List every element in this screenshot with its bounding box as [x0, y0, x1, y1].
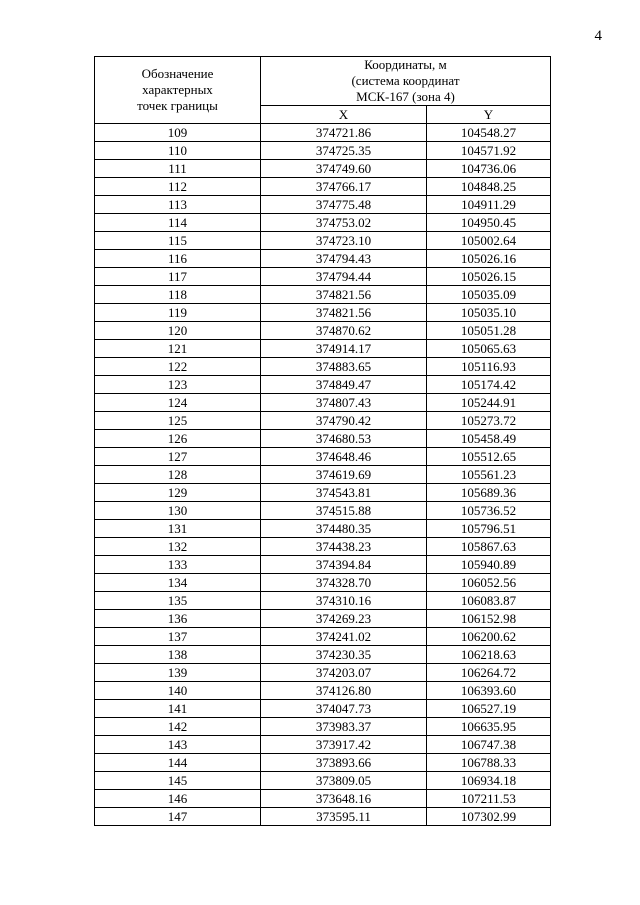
point-id-cell: 141 [95, 700, 261, 718]
table-row [95, 286, 551, 304]
point-id-cell: 125 [95, 412, 261, 430]
table-row [95, 628, 551, 646]
table-header-row [95, 57, 551, 106]
table-row [95, 322, 551, 340]
table-row [95, 124, 551, 142]
coordinates-table [94, 56, 551, 826]
point-id-cell: 112 [95, 178, 261, 196]
y-coordinate-cell: 106264.72 [427, 664, 551, 682]
table-row [95, 196, 551, 214]
header-coordinates [261, 57, 551, 106]
y-coordinate-cell: 106788.33 [427, 754, 551, 772]
table-row [95, 520, 551, 538]
x-coordinate-cell: 374725.35 [261, 142, 427, 160]
table-row [95, 682, 551, 700]
x-coordinate-cell: 374515.88 [261, 502, 427, 520]
x-coordinate-cell: 373595.11 [261, 808, 427, 826]
table-row [95, 718, 551, 736]
point-id-cell: 122 [95, 358, 261, 376]
y-coordinate-cell: 104548.27 [427, 124, 551, 142]
y-coordinate-cell: 106527.19 [427, 700, 551, 718]
point-id-cell: 120 [95, 322, 261, 340]
table-row [95, 142, 551, 160]
x-coordinate-cell: 374807.43 [261, 394, 427, 412]
y-coordinate-cell: 105065.63 [427, 340, 551, 358]
y-coordinate-cell: 105689.36 [427, 484, 551, 502]
y-coordinate-cell: 105116.93 [427, 358, 551, 376]
x-coordinate-cell: 374619.69 [261, 466, 427, 484]
x-coordinate-cell: 374438.23 [261, 538, 427, 556]
point-id-cell: 132 [95, 538, 261, 556]
point-id-cell: 137 [95, 628, 261, 646]
header-coordinates-text: Координаты, м (система координат МСК-167 (зона 4) [351, 57, 460, 104]
table-row [95, 250, 551, 268]
y-coordinate-cell: 105244.91 [427, 394, 551, 412]
table-row [95, 412, 551, 430]
x-coordinate-cell: 374721.86 [261, 124, 427, 142]
header-x: X [261, 106, 427, 124]
x-coordinate-cell: 374870.62 [261, 322, 427, 340]
y-coordinate-cell: 104848.25 [427, 178, 551, 196]
point-id-cell: 113 [95, 196, 261, 214]
x-coordinate-cell: 374749.60 [261, 160, 427, 178]
table-row [95, 376, 551, 394]
x-coordinate-cell: 374790.42 [261, 412, 427, 430]
point-id-cell: 129 [95, 484, 261, 502]
point-id-cell: 142 [95, 718, 261, 736]
x-coordinate-cell: 374849.47 [261, 376, 427, 394]
y-coordinate-cell: 106083.87 [427, 592, 551, 610]
table-row [95, 268, 551, 286]
point-id-cell: 146 [95, 790, 261, 808]
y-coordinate-cell: 104571.92 [427, 142, 551, 160]
table-row [95, 466, 551, 484]
table-row [95, 646, 551, 664]
page-number: 4 [594, 28, 602, 44]
point-id-cell: 139 [95, 664, 261, 682]
point-id-cell: 143 [95, 736, 261, 754]
x-coordinate-cell: 374394.84 [261, 556, 427, 574]
x-coordinate-cell: 373809.05 [261, 772, 427, 790]
point-id-cell: 121 [95, 340, 261, 358]
point-id-cell: 115 [95, 232, 261, 250]
table-row [95, 736, 551, 754]
y-coordinate-cell: 105026.15 [427, 268, 551, 286]
x-coordinate-cell: 373917.42 [261, 736, 427, 754]
x-coordinate-cell: 374766.17 [261, 178, 427, 196]
table-row [95, 538, 551, 556]
table-body [95, 124, 551, 826]
table-row [95, 574, 551, 592]
table-row [95, 214, 551, 232]
x-coordinate-cell: 374753.02 [261, 214, 427, 232]
point-id-cell: 128 [95, 466, 261, 484]
x-coordinate-cell: 374328.70 [261, 574, 427, 592]
y-coordinate-cell: 106635.95 [427, 718, 551, 736]
table-row [95, 160, 551, 178]
y-coordinate-cell: 105051.28 [427, 322, 551, 340]
header-point-label [95, 57, 261, 124]
table-row [95, 592, 551, 610]
y-coordinate-cell: 106747.38 [427, 736, 551, 754]
point-id-cell: 130 [95, 502, 261, 520]
table-row [95, 502, 551, 520]
x-coordinate-cell: 374648.46 [261, 448, 427, 466]
y-coordinate-cell: 105796.51 [427, 520, 551, 538]
y-coordinate-cell: 106200.62 [427, 628, 551, 646]
point-id-cell: 127 [95, 448, 261, 466]
y-coordinate-cell: 104736.06 [427, 160, 551, 178]
x-coordinate-cell: 374241.02 [261, 628, 427, 646]
table-row [95, 754, 551, 772]
x-coordinate-cell: 374203.07 [261, 664, 427, 682]
table-row [95, 700, 551, 718]
point-id-cell: 147 [95, 808, 261, 826]
y-coordinate-cell: 105035.09 [427, 286, 551, 304]
table-row [95, 358, 551, 376]
point-id-cell: 116 [95, 250, 261, 268]
y-coordinate-cell: 105940.89 [427, 556, 551, 574]
point-id-cell: 118 [95, 286, 261, 304]
y-coordinate-cell: 105273.72 [427, 412, 551, 430]
table-row [95, 772, 551, 790]
table-row [95, 610, 551, 628]
x-coordinate-cell: 374680.53 [261, 430, 427, 448]
x-coordinate-cell: 374775.48 [261, 196, 427, 214]
x-coordinate-cell: 374914.17 [261, 340, 427, 358]
x-coordinate-cell: 373648.16 [261, 790, 427, 808]
table-row [95, 178, 551, 196]
y-coordinate-cell: 107302.99 [427, 808, 551, 826]
point-id-cell: 117 [95, 268, 261, 286]
point-id-cell: 110 [95, 142, 261, 160]
table-row [95, 304, 551, 322]
point-id-cell: 134 [95, 574, 261, 592]
table-row [95, 340, 551, 358]
x-coordinate-cell: 374821.56 [261, 286, 427, 304]
x-coordinate-cell: 374794.43 [261, 250, 427, 268]
point-id-cell: 140 [95, 682, 261, 700]
y-coordinate-cell: 106152.98 [427, 610, 551, 628]
point-id-cell: 133 [95, 556, 261, 574]
y-coordinate-cell: 104950.45 [427, 214, 551, 232]
table-row [95, 556, 551, 574]
point-id-cell: 126 [95, 430, 261, 448]
y-coordinate-cell: 105174.42 [427, 376, 551, 394]
point-id-cell: 109 [95, 124, 261, 142]
y-coordinate-cell: 105561.23 [427, 466, 551, 484]
y-coordinate-cell: 105002.64 [427, 232, 551, 250]
x-coordinate-cell: 374047.73 [261, 700, 427, 718]
x-coordinate-cell: 374821.56 [261, 304, 427, 322]
x-coordinate-cell: 374543.81 [261, 484, 427, 502]
y-coordinate-cell: 105458.49 [427, 430, 551, 448]
y-coordinate-cell: 104911.29 [427, 196, 551, 214]
y-coordinate-cell: 107211.53 [427, 790, 551, 808]
header-y: Y [427, 106, 551, 124]
x-coordinate-cell: 374883.65 [261, 358, 427, 376]
y-coordinate-cell: 106052.56 [427, 574, 551, 592]
y-coordinate-cell: 105512.65 [427, 448, 551, 466]
table-row [95, 790, 551, 808]
point-id-cell: 114 [95, 214, 261, 232]
point-id-cell: 131 [95, 520, 261, 538]
x-coordinate-cell: 374126.80 [261, 682, 427, 700]
x-coordinate-cell: 373983.37 [261, 718, 427, 736]
x-coordinate-cell: 373893.66 [261, 754, 427, 772]
table-row [95, 808, 551, 826]
table-row [95, 394, 551, 412]
point-id-cell: 111 [95, 160, 261, 178]
point-id-cell: 119 [95, 304, 261, 322]
y-coordinate-cell: 106934.18 [427, 772, 551, 790]
x-coordinate-cell: 374723.10 [261, 232, 427, 250]
x-coordinate-cell: 374230.35 [261, 646, 427, 664]
table-row [95, 484, 551, 502]
x-coordinate-cell: 374794.44 [261, 268, 427, 286]
point-id-cell: 138 [95, 646, 261, 664]
x-coordinate-cell: 374480.35 [261, 520, 427, 538]
point-id-cell: 144 [95, 754, 261, 772]
point-id-cell: 136 [95, 610, 261, 628]
point-id-cell: 145 [95, 772, 261, 790]
y-coordinate-cell: 105026.16 [427, 250, 551, 268]
y-coordinate-cell: 105867.63 [427, 538, 551, 556]
point-id-cell: 124 [95, 394, 261, 412]
point-id-cell: 135 [95, 592, 261, 610]
x-coordinate-cell: 374269.23 [261, 610, 427, 628]
y-coordinate-cell: 105035.10 [427, 304, 551, 322]
table-row [95, 664, 551, 682]
x-coordinate-cell: 374310.16 [261, 592, 427, 610]
header-point-label-text: Обозначение характерных точек границы [137, 66, 218, 113]
y-coordinate-cell: 106218.63 [427, 646, 551, 664]
table-row [95, 430, 551, 448]
point-id-cell: 123 [95, 376, 261, 394]
table-row [95, 448, 551, 466]
y-coordinate-cell: 105736.52 [427, 502, 551, 520]
table-row [95, 232, 551, 250]
y-coordinate-cell: 106393.60 [427, 682, 551, 700]
